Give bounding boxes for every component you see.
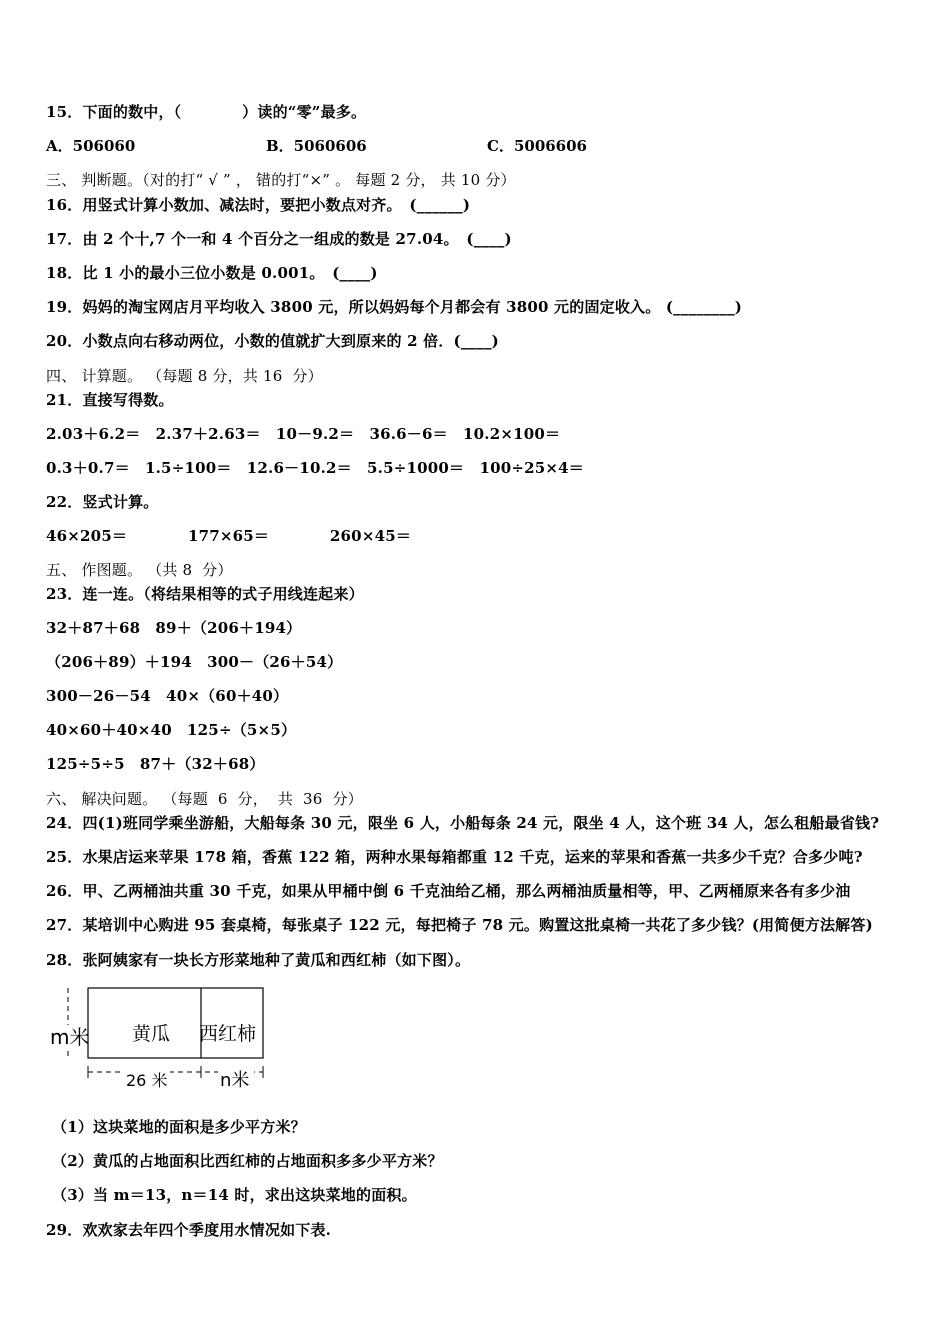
question-26: 26．甲、乙两桶油共重 30 千克，如果从甲桶中倒 6 千克油给乙桶，那么两桶油质量相等，甲、乙两桶原来各有多少油 <box>46 882 851 900</box>
section-6-heading: 六、 解决问题。 （每题 6 分， 共 36 分） <box>46 790 363 808</box>
section-3-heading: 三、 判断题。（对的打“ √ ” ， 错的打“×” 。 每题 2 分， 共 10 分） <box>46 171 516 189</box>
tomato-label: 西红柿 <box>199 1023 257 1045</box>
match-pair-3: 300－26－54 40×（60＋40） <box>46 687 289 705</box>
question-18: 18．比 1 小的最小三位小数是 0.001。 (____) <box>46 264 378 282</box>
question-17: 17．由 2 个十,7 个一和 4 个百分之一组成的数是 27.04。 (____) <box>46 230 512 248</box>
option-a: A．506060 <box>46 137 136 155</box>
question-27: 27．某培训中心购进 95 套桌椅，每张桌子 122 元，每把椅子 78 元。购置这批桌椅一共花了多少钱？(用简便方法解答) <box>46 916 873 934</box>
width-26-label: 26 米 <box>126 1071 168 1090</box>
question-29: 29．欢欢家去年四个季度用水情况如下表. <box>46 1221 332 1239</box>
garden-figure <box>46 982 286 1092</box>
match-pair-1: 32＋87＋68 89＋（206＋194） <box>46 619 302 637</box>
width-n-label: n米 <box>220 1070 250 1091</box>
question-19: 19．妈妈的淘宝网店月平均收入 3800 元，所以妈妈每个月都会有 3800 元的固定收入。 (________) <box>46 298 743 316</box>
section-5-heading: 五、 作图题。 （共 8 分） <box>46 561 233 579</box>
q22-row: 46×205＝ 177×65＝ 260×45＝ <box>46 527 412 545</box>
section-4-heading: 四、 计算题。 （每题 8 分，共 16 分） <box>46 367 323 385</box>
q21-row-2: 0.3＋0.7＝ 1.5÷100＝ 12.6－10.2＝ 5.5÷1000＝ 100÷25×4＝ <box>46 459 585 477</box>
height-label: m米 <box>50 1025 90 1049</box>
q21-row-1: 2.03＋6.2＝ 2.37＋2.63＝ 10－9.2＝ 36.6－6＝ 10.2×100＝ <box>46 425 561 443</box>
question-25: 25．水果店运来苹果 178 箱，香蕉 122 箱，两种水果每箱都重 12 千克，运来的苹果和香蕉一共多少千克？合多少吨? <box>46 848 863 866</box>
question-23: 23．连一连。（将结果相等的式子用线连起来） <box>46 585 364 603</box>
match-pair-2: （206＋89）＋194 300－（26＋54） <box>46 653 343 671</box>
question-24: 24．四(1)班同学乘坐游船，大船每条 30 元，限坐 6 人，小船每条 24 元，限坐 4 人，这个班 34 人，怎么租船最省钱? <box>46 814 880 832</box>
q28-sub-1: （1）这块菜地的面积是多少平方米？ <box>52 1118 306 1136</box>
option-c: C．5006606 <box>487 137 587 155</box>
match-pair-4: 40×60＋40×40 125÷（5×5） <box>46 721 297 739</box>
cucumber-label: 黄瓜 <box>132 1023 171 1045</box>
question-21: 21．直接写得数。 <box>46 391 174 409</box>
question-28: 28．张阿姨家有一块长方形菜地种了黄瓜和西红柿（如下图）。 <box>46 951 471 969</box>
question-16: 16．用竖式计算小数加、减法时，要把小数点对齐。 (______) <box>46 196 471 214</box>
match-pair-5: 125÷5÷5 87＋（32＋68） <box>46 755 265 773</box>
option-b: B．5060606 <box>266 137 367 155</box>
question-22: 22．竖式计算。 <box>46 493 159 511</box>
question-15: 15．下面的数中，（ ）读的“零”最多。 <box>46 103 367 121</box>
q28-sub-2: （2）黄瓜的占地面积比西红柿的占地面积多多少平方米？ <box>52 1152 443 1170</box>
question-20: 20．小数点向右移动两位，小数的值就扩大到原来的 2 倍．(____) <box>46 332 499 350</box>
q28-sub-3: （3）当 m＝13，n＝14 时，求出这块菜地的面积。 <box>52 1186 417 1204</box>
